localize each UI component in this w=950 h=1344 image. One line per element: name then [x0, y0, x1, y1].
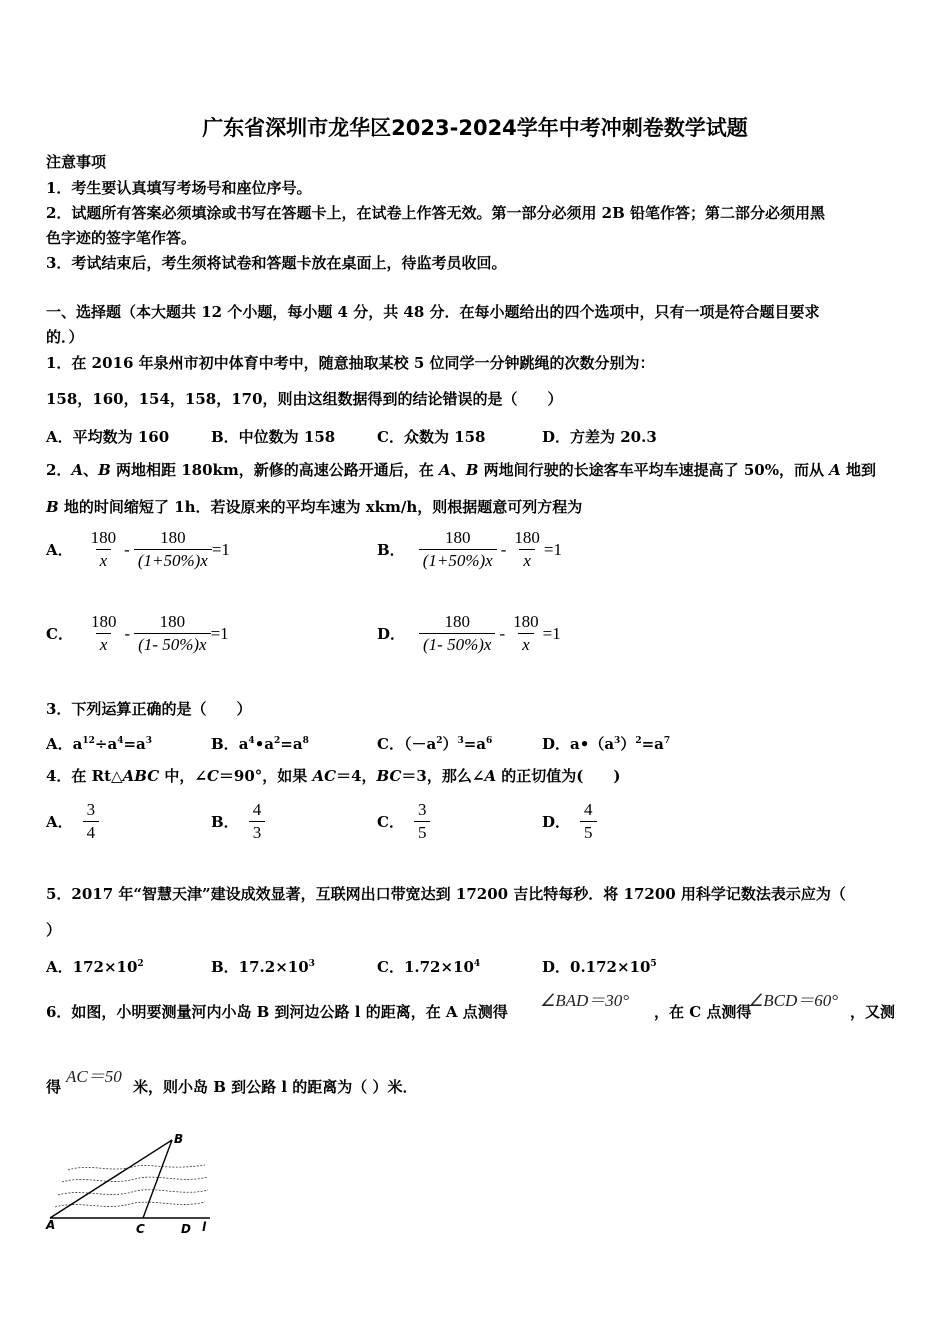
q3-option-c: C．$(-a^2)^3=a^6$: [377, 735, 493, 753]
q4-option-a: A． $\frac{3}{4}$: [46, 799, 99, 844]
q6-angle-bad: ∠BAD＝30°: [540, 991, 630, 1010]
q4-option-b: B． $\frac{4}{3}$: [211, 799, 265, 844]
q4-option-d: D． $\frac{4}{5}$: [542, 799, 597, 844]
q5-option-d: D．$0.172\times 10^5$: [542, 958, 657, 976]
q2-option-d: D． $\frac{180}{(1- 50\%)x}$ - $\frac{180}{x}$ =1: [377, 612, 561, 654]
q6-stem-end: ，又测: [850, 1003, 896, 1021]
q5-stem: 5．2017 年“智慧天津”建设成效显著，互联网出口带宽达到 17200 吉比特每秒．将 17200 用科学记数法表示应为（: [46, 885, 846, 903]
line-l-label: l: [202, 1220, 207, 1234]
q5-option-c: C．$1.72\times 10^4$: [377, 958, 481, 976]
q1-stem: 1．在 2016 年泉州市初中体育中考中，随意抽取某校 5 位同学一分钟跳绳的次数分别为：: [46, 354, 655, 372]
q1-stem-cont: 158，160，154，158，170，则由这组数据得到的结论错误的是（ ）: [46, 390, 563, 408]
q6-figure: [40, 1125, 225, 1235]
q3-option-d: D．$a•(a^3)^2=a^7$: [542, 735, 671, 753]
point-c-label: C: [136, 1222, 145, 1235]
q3-stem: 3．下列运算正确的是（ ）: [46, 700, 252, 718]
q3-option-b: B．$a^4•a^2=a^8$: [211, 735, 309, 753]
q2-option-c: C． $\frac{180}{x}$ - $\frac{180}{(1- 50\%)x}$ =1: [46, 612, 229, 654]
q6-angle-bcd: ∠BCD＝60°: [748, 991, 839, 1010]
q6-stem-cont2: 米，则小岛 B 到公路 l 的距离为（ ）米．: [133, 1078, 418, 1096]
q1-option-b: B．中位数为 158: [211, 428, 336, 446]
q6-stem-mid: ，在 C 点测得: [654, 1003, 752, 1021]
point-a-label: A: [46, 1218, 56, 1232]
q1-option-a: A．平均数为 160: [46, 428, 170, 446]
q2-stem-cont: B 地的时间缩短了 1h．若设原来的平均车速为 xkm/h，则根据题意可列方程为: [46, 498, 583, 516]
section-heading-cont: 的．）: [46, 328, 84, 346]
q5-option-b: B．$17.2\times 10^3$: [211, 958, 315, 976]
point-b-label: B: [174, 1132, 184, 1146]
notice-item: 3．考试结束后，考生须将试卷和答题卡放在桌面上，待监考员收回。: [46, 254, 507, 272]
q1-option-d: D．方差为 20.3: [542, 428, 657, 446]
section-heading: 一、选择题（本大题共 12 个小题，每小题 4 分，共 48 分．在每小题给出的四个选项中，只有一项是符合题目要求: [46, 303, 820, 321]
q5-stem-cont: ）: [46, 921, 62, 939]
notice-item: 1．考生要认真填写考场号和座位序号。: [46, 179, 312, 197]
q4-option-c: C． $\frac{3}{5}$: [377, 799, 430, 844]
segment-cb: [143, 1140, 172, 1218]
q6-ac-length: AC＝50: [66, 1067, 122, 1086]
q2-stem: 2．A、B 两地相距 180km，新修的高速公路开通后，在 A、B 两地间行驶的长途客车平均车速提高了 50%，而从 A 地到: [46, 461, 877, 479]
q2-option-b: B． $\frac{180}{(1+50\%)x}$ - $\frac{180}{x}$ =1: [377, 528, 562, 570]
q3-option-a: A．$a^{12}\div a^4=a^3$: [46, 735, 153, 753]
q6-stem: 6．如图，小明要测量河内小岛 B 到河边公路 l 的距离，在 A 点测得: [46, 1003, 508, 1021]
q5-option-a: A．$172\times 10^2$: [46, 958, 144, 976]
page-title: 广东省深圳市龙华区2023-2024学年中考冲刺卷数学试题: [202, 116, 748, 140]
q6-stem-cont: 得: [46, 1078, 62, 1096]
point-d-label: D: [181, 1222, 191, 1235]
notice-item: 2．试题所有答案必须填涂或书写在答题卡上，在试卷上作答无效。第一部分必须用 2B 铅笔作答；第二部分必须用黑: [46, 204, 826, 222]
q4-stem: 4．在 Rt△ABC 中，∠C＝90°，如果 AC＝4，BC＝3，那么∠A 的正切值为( ): [46, 767, 621, 785]
q2-option-a: A． $\frac{180}{x}$ - $\frac{180}{(1+50\%)x}$ =1: [46, 528, 230, 570]
notice-heading: 注意事项: [46, 153, 107, 171]
notice-item: 色字迹的签字笔作答。: [46, 229, 197, 247]
q1-option-c: C．众数为 158: [377, 428, 486, 446]
